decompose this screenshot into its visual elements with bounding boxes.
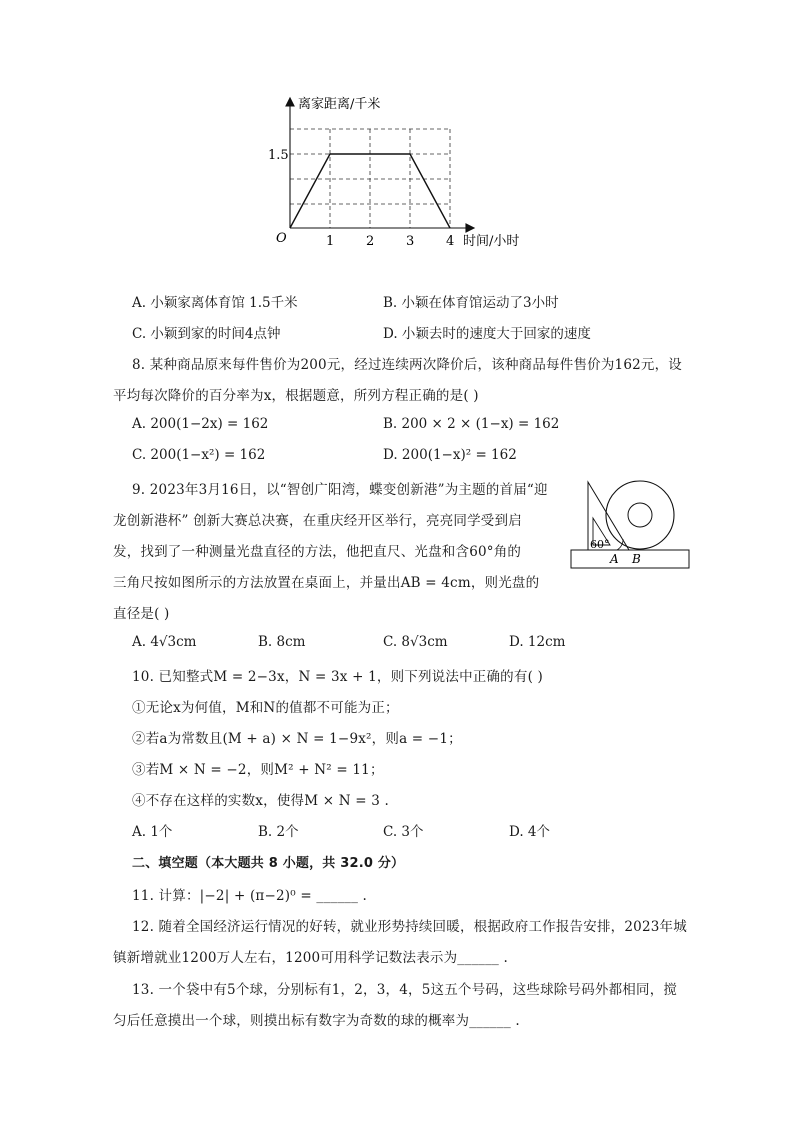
q9-stem-line5: 直径是( ) bbox=[113, 606, 170, 622]
origin-label: O bbox=[276, 231, 287, 246]
q9-option-c: C. 8√3cm bbox=[383, 634, 448, 650]
fig-point-a: A bbox=[610, 552, 619, 566]
q8-option-b: B. 200 × 2 × (1−x) = 162 bbox=[383, 416, 560, 432]
q10-option-a: A. 1个 bbox=[132, 824, 173, 840]
q11-stem: 11. 计算：|−2| + (π−2)⁰ = ______ . bbox=[132, 888, 368, 904]
distance-time-graph bbox=[268, 92, 538, 254]
q10-statement-4: ④不存在这样的实数x，使得M × N = 3 . bbox=[132, 793, 390, 809]
q9-stem-line2: 龙创新港杯” 创新大赛总决赛，在重庆经开区举行，亮亮同学受到启 bbox=[113, 513, 522, 529]
q9-stem-line3: 发，找到了一种测量光盘直径的方法，他把直尺、光盘和含60°角的 bbox=[113, 544, 522, 560]
x-axis-label: 时间/小时 bbox=[463, 234, 520, 249]
x-tick-1: 1 bbox=[326, 234, 335, 249]
fig-angle-label: 60° bbox=[590, 538, 610, 551]
q9-option-a: A. 4√3cm bbox=[132, 634, 197, 650]
q8-option-c: C. 200(1−x²) = 162 bbox=[132, 447, 266, 463]
q10-option-c: C. 3个 bbox=[383, 824, 424, 840]
q9-stem-line4: 三角尺按如图所示的方法放置在桌面上，并量出AB = 4cm，则光盘的 bbox=[113, 575, 540, 591]
y-axis-label: 离家距离/千米 bbox=[298, 97, 381, 112]
q10-option-b: B. 2个 bbox=[258, 824, 299, 840]
q13-stem-line2: 匀后任意摸出一个球，则摸出标有数字为奇数的球的概率为______ . bbox=[113, 1013, 520, 1029]
q9-option-d: D. 12cm bbox=[509, 634, 566, 650]
fig-point-b: B bbox=[632, 552, 641, 566]
q8-stem-line1: 8. 某种商品原来每件售价为200元，经过连续两次降价后，该种商品每件售价为162元，设 bbox=[132, 357, 683, 373]
graph-axes bbox=[286, 98, 474, 232]
y-tick-label: 1.5 bbox=[268, 148, 289, 163]
q13-stem-line1: 13. 一个袋中有5个球，分别标有1，2，3，4，5这五个号码，这些球除号码外都相同，搅 bbox=[132, 982, 678, 998]
section-heading: 二、填空题（本大题共 8 小题，共 32.0 分） bbox=[132, 856, 405, 871]
q10-statement-1: ①无论x为何值，M和N的值都不可能为正； bbox=[132, 700, 399, 716]
graph-grid bbox=[290, 129, 450, 228]
q7-option-d: D. 小颖去时的速度大于回家的速度 bbox=[383, 326, 591, 342]
q7-option-c: C. 小颖到家的时间4点钟 bbox=[132, 326, 281, 342]
q7-option-a: A. 小颖家离体育馆 1.5千米 bbox=[132, 295, 298, 311]
q10-statement-2: ②若a为常数且(M + a) × N = 1−9x²，则a = −1； bbox=[132, 731, 462, 747]
q8-option-a: A. 200(1−2x) = 162 bbox=[132, 416, 269, 432]
q8-stem-line2: 平均每次降价的百分率为x，根据题意，所列方程正确的是( ) bbox=[113, 388, 479, 404]
x-tick-2: 2 bbox=[366, 234, 375, 249]
disc-triangle-figure bbox=[568, 470, 692, 572]
q10-stem: 10. 已知整式M = 2−3x，N = 3x + 1，则下列说法中正确的有( ) bbox=[132, 669, 543, 685]
q9-option-b: B. 8cm bbox=[258, 634, 306, 650]
q7-option-b: B. 小颖在体育馆运动了3小时 bbox=[383, 295, 559, 311]
q10-statement-3: ③若M × N = −2，则M² + N² = 11； bbox=[132, 762, 384, 778]
x-tick-3: 3 bbox=[406, 234, 415, 249]
q8-option-d: D. 200(1−x)² = 162 bbox=[383, 447, 517, 463]
q12-stem-line1: 12. 随着全国经济运行情况的好转，就业形势持续回暖，根据政府工作报告安排，2023年城 bbox=[132, 919, 687, 935]
x-tick-4: 4 bbox=[446, 234, 455, 249]
q9-stem-line1: 9. 2023年3月16日，以“智创广阳湾，蝶变创新港”为主题的首届“迎 bbox=[132, 482, 548, 498]
q10-option-d: D. 4个 bbox=[509, 824, 551, 840]
q12-stem-line2: 镇新增就业1200万人左右，1200可用科学记数法表示为______ . bbox=[113, 950, 508, 966]
